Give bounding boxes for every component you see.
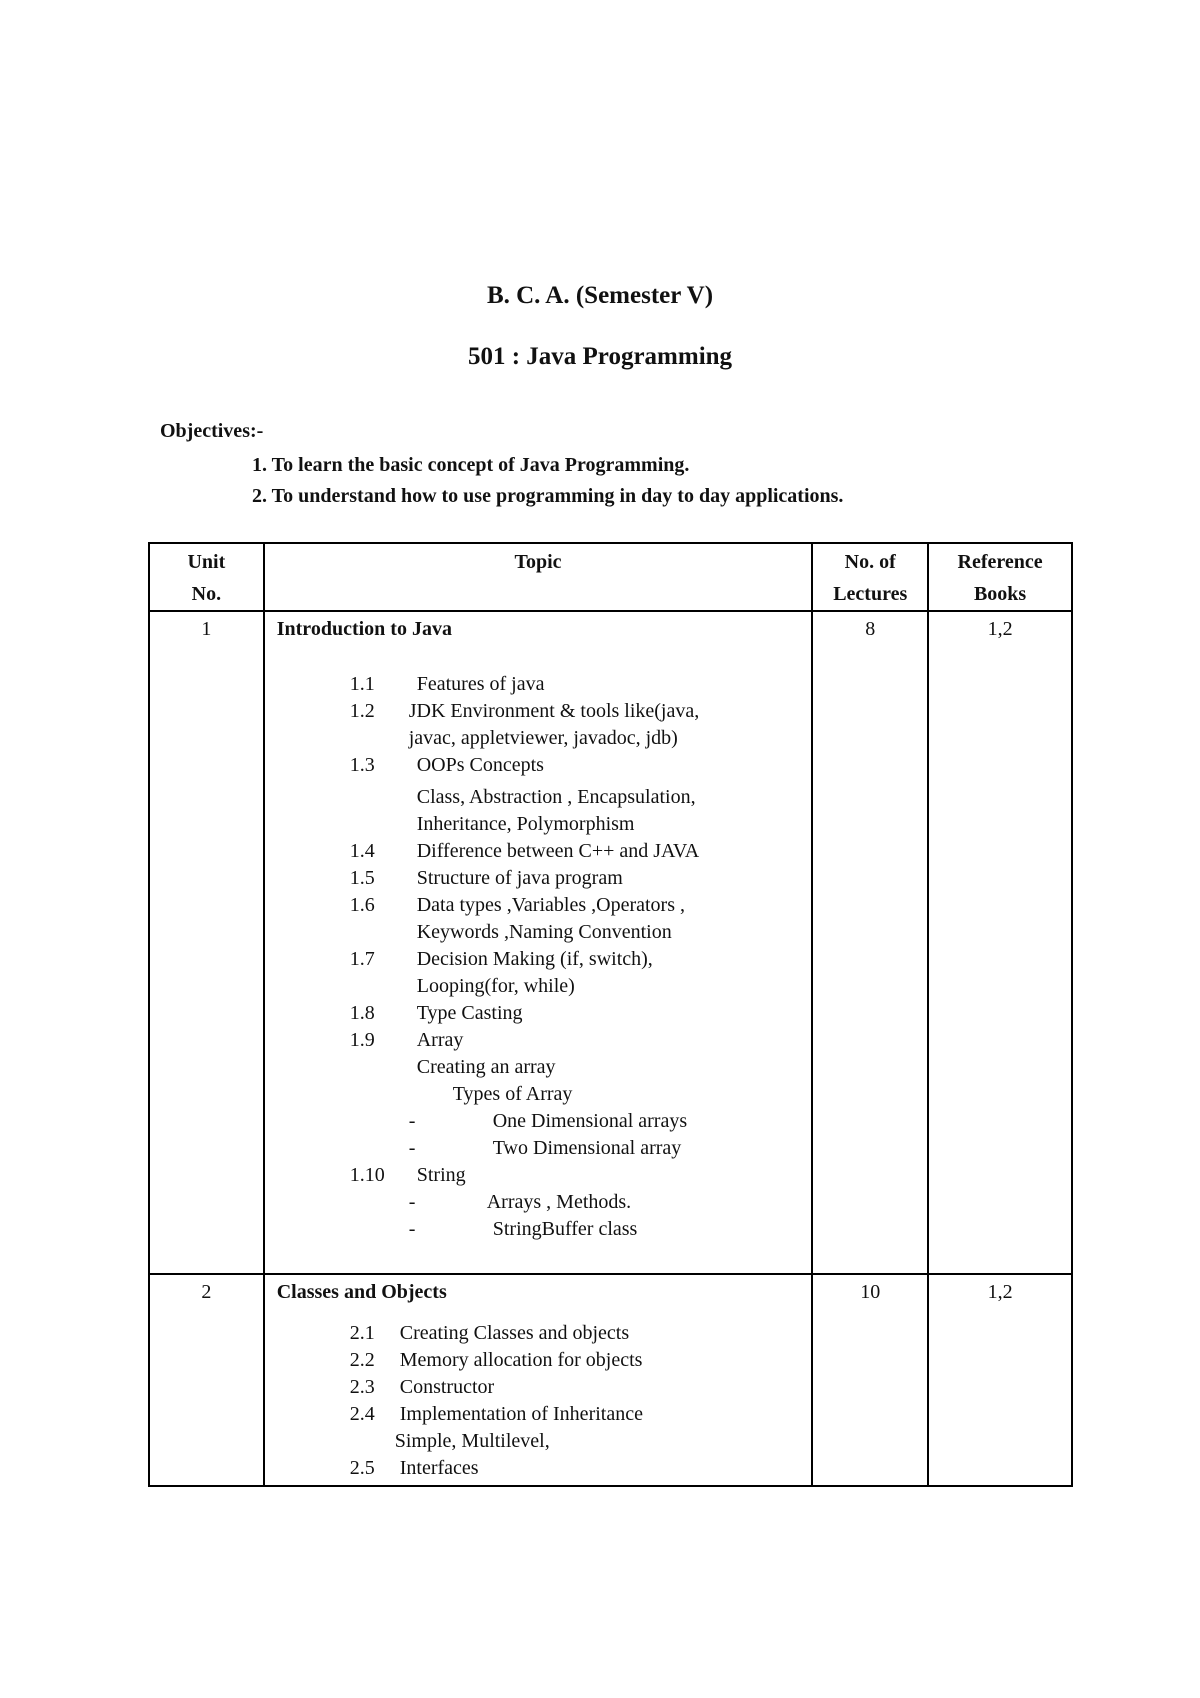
topic-line <box>265 1081 812 1108</box>
header-unit-line2: No. <box>191 583 222 605</box>
topic-text: javac, appletviewer, javadoc, jdb) <box>408 727 678 749</box>
topic-bullet: - <box>408 1218 416 1240</box>
lectures-count: 8 <box>812 611 928 1274</box>
topic-num: 1.9 <box>349 1029 375 1051</box>
topic-text: Types of Array <box>452 1083 573 1105</box>
topic-num: 2.4 <box>349 1403 375 1425</box>
topic-num: 1.5 <box>349 867 375 889</box>
topic-text: Class, Abstraction , Encapsulation, <box>416 786 696 808</box>
topic-text: Two Dimensional array <box>492 1137 682 1159</box>
unit-number: 1 <box>149 611 264 1274</box>
topic-text: Decision Making (if, switch), <box>416 948 653 970</box>
topic-line <box>265 946 812 973</box>
topic-line <box>265 1162 812 1189</box>
unit-title: Introduction to Java <box>276 618 452 640</box>
topic-text: Array <box>416 1029 464 1051</box>
topic-num: 1.7 <box>349 948 375 970</box>
topic-text: Arrays , Methods. <box>486 1191 632 1213</box>
topic-num: 1.8 <box>349 1002 375 1024</box>
topic-num: 1.10 <box>349 1164 385 1186</box>
topic-line <box>265 973 812 1000</box>
unit-number: 2 <box>149 1274 264 1486</box>
unit-topic-cell <box>264 1274 813 1486</box>
header-unit <box>149 543 264 611</box>
topic-text: StringBuffer class <box>492 1218 638 1240</box>
lectures-count: 10 <box>812 1274 928 1486</box>
header-ref-line1: Reference <box>957 551 1043 573</box>
topic-num: 2.2 <box>349 1349 375 1371</box>
topic-num: 1.2 <box>349 700 375 722</box>
topic-line <box>265 1374 812 1401</box>
topic-text: Implementation of Inheritance <box>399 1403 643 1425</box>
topic-line <box>265 1135 812 1162</box>
topic-line <box>265 1455 812 1482</box>
header-topic: Topic <box>264 543 813 611</box>
topic-line <box>265 698 812 725</box>
topic-text: Looping(for, while) <box>416 975 575 997</box>
topic-text: Constructor <box>399 1376 495 1398</box>
header-ref-line2: Books <box>973 583 1027 605</box>
topic-line <box>265 1320 812 1347</box>
topic-list <box>265 671 812 1243</box>
topic-bullet: - <box>408 1137 416 1159</box>
topic-line <box>265 1347 812 1374</box>
topic-text: Features of java <box>416 673 545 695</box>
topic-line <box>265 1216 812 1243</box>
topic-num: 1.1 <box>349 673 375 695</box>
topic-line <box>265 1108 812 1135</box>
topic-num: 2.5 <box>349 1457 375 1479</box>
topic-text: Interfaces <box>399 1457 479 1479</box>
table-row <box>149 1274 1072 1486</box>
topic-text: Data types ,Variables ,Operators , <box>416 894 685 916</box>
topic-line <box>265 1000 812 1027</box>
topic-list <box>265 1320 812 1482</box>
topic-text: Keywords ,Naming Convention <box>416 921 672 943</box>
topic-text: Difference between C++ and JAVA <box>416 840 700 862</box>
header-reference <box>928 543 1072 611</box>
topic-line <box>265 671 812 698</box>
unit-title: Classes and Objects <box>276 1281 447 1303</box>
topic-line <box>265 865 812 892</box>
topic-text: OOPs Concepts <box>416 754 544 776</box>
topic-text: Inheritance, Polymorphism <box>416 813 635 835</box>
header-lectures <box>812 543 928 611</box>
topic-text: JDK Environment & tools like(java, <box>408 700 700 722</box>
topic-text: Simple, Multilevel, <box>394 1430 550 1452</box>
objective-item: 2. To understand how to use programming in day to day applications. <box>252 485 844 507</box>
topic-text: Creating Classes and objects <box>399 1322 630 1344</box>
subject-title: 501 : Java Programming <box>467 343 733 370</box>
topic-line <box>265 919 812 946</box>
objective-item: 1. To learn the basic concept of Java Programming. <box>252 454 690 476</box>
topic-bullet: - <box>408 1110 416 1132</box>
objectives-list <box>252 450 843 512</box>
topic-num: 1.3 <box>349 754 375 776</box>
topic-text: Creating an array <box>416 1056 556 1078</box>
header-lectures-line2: Lectures <box>833 583 908 605</box>
reference-books: 1,2 <box>928 1274 1072 1486</box>
header-unit-line1: Unit <box>187 551 226 573</box>
topic-line <box>265 838 812 865</box>
topic-line <box>265 1054 812 1081</box>
topic-line <box>265 784 812 811</box>
table-row <box>149 611 1072 1274</box>
table-header-row <box>149 543 1072 611</box>
topic-line <box>265 1189 812 1216</box>
topic-line <box>265 725 812 752</box>
syllabus-table <box>148 542 1073 1487</box>
course-title: B. C. A. (Semester V) <box>486 282 714 309</box>
topic-line <box>265 1401 812 1428</box>
topic-text: Type Casting <box>416 1002 523 1024</box>
topic-num: 2.3 <box>349 1376 375 1398</box>
header-lectures-line1: No. of <box>844 551 896 573</box>
topic-line <box>265 752 812 779</box>
topic-text: Memory allocation for objects <box>399 1349 643 1371</box>
topic-num: 1.4 <box>349 840 375 862</box>
topic-text: Structure of java program <box>416 867 623 889</box>
topic-line <box>265 811 812 838</box>
topic-line <box>265 1027 812 1054</box>
topic-text: One Dimensional arrays <box>492 1110 688 1132</box>
objectives-heading: Objectives:- <box>160 420 264 442</box>
topic-bullet: - <box>408 1191 416 1213</box>
unit-topic-cell <box>264 611 813 1274</box>
topic-line <box>265 892 812 919</box>
topic-num: 1.6 <box>349 894 375 916</box>
topic-text: String <box>416 1164 466 1186</box>
topic-num: 2.1 <box>349 1322 375 1344</box>
reference-books: 1,2 <box>928 611 1072 1274</box>
topic-line <box>265 1428 812 1455</box>
